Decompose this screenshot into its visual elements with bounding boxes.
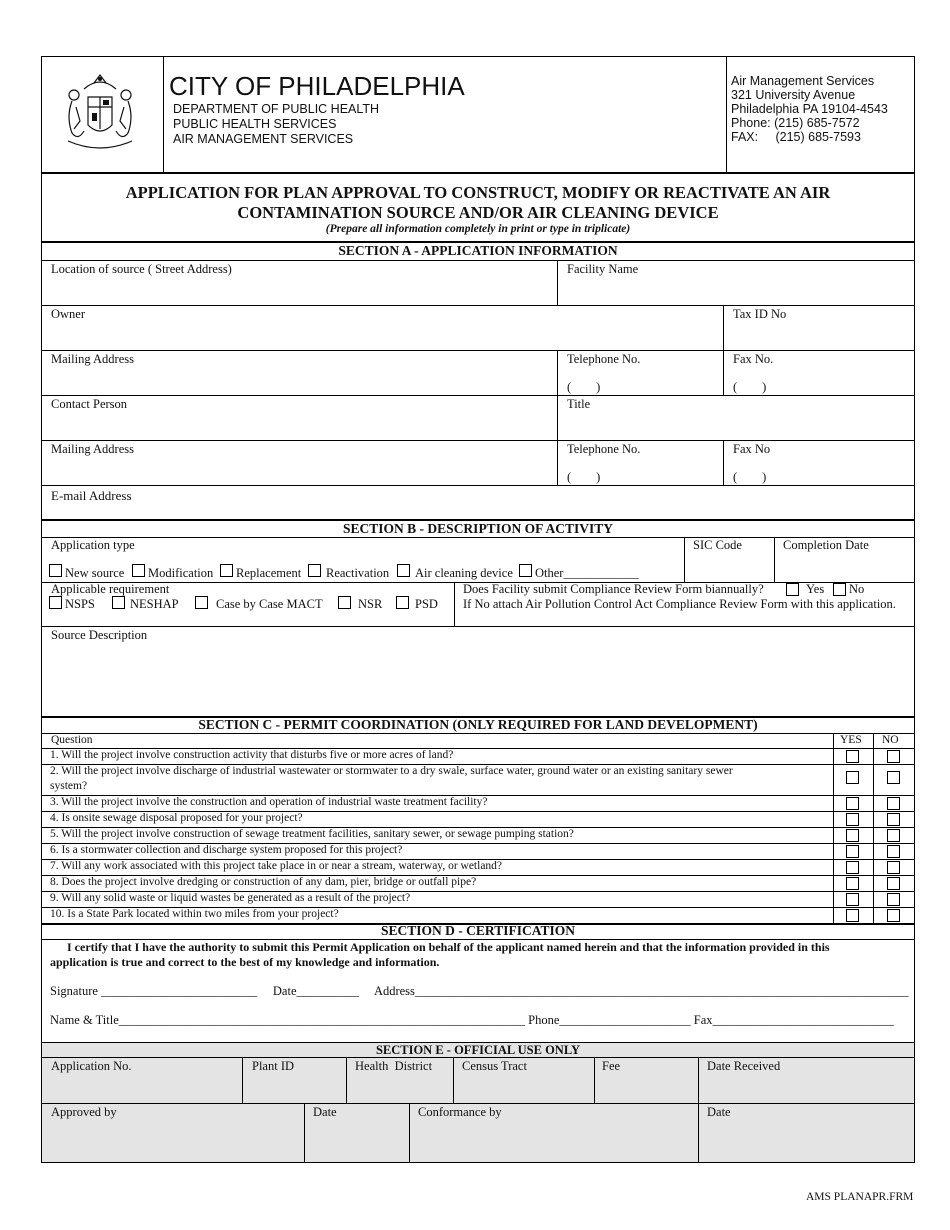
contact-person-label: Contact Person xyxy=(51,397,128,411)
email-label: E-mail Address xyxy=(51,488,132,503)
q4-yes-checkbox[interactable] xyxy=(846,813,859,826)
completion-date-label: Completion Date xyxy=(783,538,869,552)
area-code: ( ) xyxy=(733,470,767,484)
header-divider xyxy=(163,57,164,173)
other-label: Other____________ xyxy=(535,566,639,580)
section-e-heading: SECTION E - OFFICIAL USE ONLY xyxy=(375,1043,581,1057)
contact-line: Air Management Services xyxy=(731,74,875,88)
divider xyxy=(42,733,914,734)
location-input[interactable] xyxy=(48,279,553,303)
contact-person-input[interactable] xyxy=(48,414,553,438)
city-seal xyxy=(54,71,146,157)
application-no-label: Application No. xyxy=(51,1059,132,1073)
divider xyxy=(42,350,914,351)
q10-no-checkbox[interactable] xyxy=(887,909,900,922)
contact-line: Philadelphia PA 19104-4543 xyxy=(731,102,888,116)
section-b-heading: SECTION B - DESCRIPTION OF ACTIVITY xyxy=(343,521,613,536)
nsr-label: NSR xyxy=(358,597,383,611)
divider xyxy=(698,1057,699,1163)
contact-line: 321 University Avenue xyxy=(731,88,856,102)
divider xyxy=(723,440,724,485)
compliance-question: Does Facility submit Compliance Review Form biannually? xyxy=(463,582,764,596)
tax-id-label: Tax ID No xyxy=(733,307,787,321)
q1-yes-checkbox[interactable] xyxy=(846,750,859,763)
divider xyxy=(684,537,685,582)
q7-yes-checkbox[interactable] xyxy=(846,861,859,874)
question-header: Question xyxy=(51,734,93,746)
replacement-checkbox[interactable] xyxy=(220,564,233,577)
owner-label: Owner xyxy=(51,307,86,321)
q9-yes-checkbox[interactable] xyxy=(846,893,859,906)
divider xyxy=(557,350,558,395)
section-d-heading: SECTION D - CERTIFICATION xyxy=(381,923,575,938)
question-10: 10. Is a State Park located within two miles from your project? xyxy=(50,908,339,920)
divider xyxy=(873,733,874,923)
divider xyxy=(42,1103,914,1104)
section-c-heading: SECTION C - PERMIT COORDINATION (ONLY REQUIRED FOR LAND DEVELOPMENT) xyxy=(198,717,758,732)
conformance-by-label: Conformance by xyxy=(418,1105,502,1119)
modification-checkbox[interactable] xyxy=(132,564,145,577)
q6-no-checkbox[interactable] xyxy=(887,845,900,858)
plant-id-label: Plant ID xyxy=(252,1059,295,1073)
question-1: 1. Will the project involve construction activity that disturbs five or more acres of land? xyxy=(50,749,454,761)
compliance-no-checkbox[interactable] xyxy=(833,583,846,596)
mailing-address-label: Mailing Address xyxy=(51,352,134,366)
nsr-checkbox[interactable] xyxy=(338,596,351,609)
divider xyxy=(557,260,558,305)
q8-no-checkbox[interactable] xyxy=(887,877,900,890)
approved-by-label: Approved by xyxy=(51,1105,117,1119)
telephone-label-2: Telephone No. xyxy=(567,442,641,456)
nsps-checkbox[interactable] xyxy=(49,596,62,609)
application-form xyxy=(41,56,915,1163)
q10-yes-checkbox[interactable] xyxy=(846,909,859,922)
question-8: 8. Does the project involve dredging or construction of any dam, pier, bridge or outfall pipe? xyxy=(50,876,477,888)
divider xyxy=(557,440,558,485)
sic-code-input[interactable] xyxy=(693,554,769,580)
address-input[interactable] xyxy=(420,981,876,999)
compliance-no-label: No xyxy=(849,582,865,596)
owner-input[interactable] xyxy=(48,324,718,348)
divider xyxy=(42,305,914,306)
divider xyxy=(453,1057,454,1103)
telephone-input-2[interactable] xyxy=(602,469,718,483)
new-source-checkbox[interactable] xyxy=(49,564,62,577)
date-input[interactable] xyxy=(304,981,362,999)
divider xyxy=(594,1057,595,1103)
new-source-label: New source xyxy=(65,566,125,580)
case-by-case-mact-checkbox[interactable] xyxy=(195,596,208,609)
divider xyxy=(42,485,914,486)
date-received-label: Date Received xyxy=(707,1059,781,1073)
divider xyxy=(723,305,724,350)
divider xyxy=(42,260,914,261)
form-title-line-1: APPLICATION FOR PLAN APPROVAL TO CONSTRUCT, MODIFY OR REACTIVATE AN AIR xyxy=(125,183,831,202)
divider xyxy=(409,1103,410,1163)
psd-label: PSD xyxy=(415,597,438,611)
city-name: CITY OF PHILADELPHIA xyxy=(169,71,465,101)
dept-line: PUBLIC HEALTH SERVICES xyxy=(173,117,337,131)
mailing-address-input-2[interactable] xyxy=(48,459,553,483)
divider xyxy=(304,1103,305,1163)
divider xyxy=(833,733,834,923)
divider xyxy=(42,395,914,396)
source-description-input[interactable] xyxy=(48,645,910,713)
q7-no-checkbox[interactable] xyxy=(887,861,900,874)
air-cleaning-device-label: Air cleaning device xyxy=(415,566,513,580)
sic-code-label: SIC Code xyxy=(693,538,742,552)
fee-label: Fee xyxy=(602,1059,621,1073)
health-district-label: Health District xyxy=(355,1059,433,1073)
q2-no-checkbox[interactable] xyxy=(887,771,900,784)
question-7: 7. Will any work associated with this project take place in or near a stream, waterway, or wetland? xyxy=(50,860,503,872)
contact-line: Phone: (215) 685-7572 xyxy=(731,116,860,130)
section-a-heading: SECTION A - APPLICATION INFORMATION xyxy=(338,243,618,258)
divider xyxy=(242,1057,243,1103)
area-code: ( ) xyxy=(567,470,601,484)
conformance-date-label: Date xyxy=(707,1105,731,1119)
q5-no-checkbox[interactable] xyxy=(887,829,900,842)
divider xyxy=(42,172,914,174)
divider xyxy=(42,440,914,441)
question-2-cont: system? xyxy=(50,780,88,792)
q3-yes-checkbox[interactable] xyxy=(846,797,859,810)
divider xyxy=(42,1057,914,1058)
divider xyxy=(346,1057,347,1103)
neshap-label: NESHAP xyxy=(130,597,179,611)
telephone-input[interactable] xyxy=(602,379,718,393)
case-by-case-mact-label: Case by Case MACT xyxy=(216,597,323,611)
contact-title-input[interactable] xyxy=(562,414,910,438)
divider xyxy=(723,350,724,395)
divider xyxy=(557,395,558,440)
mailing-address-label-2: Mailing Address xyxy=(51,442,134,456)
question-3: 3. Will the project involve the construction and operation of industrial waste treatment facility? xyxy=(50,796,488,808)
certification-statement-cont: application is true and correct to the best of my knowledge and information. xyxy=(50,955,440,969)
reactivation-label: Reactivation xyxy=(326,566,390,580)
census-tract-label: Census Tract xyxy=(462,1059,527,1073)
source-description-label: Source Description xyxy=(51,628,148,642)
phone-input[interactable] xyxy=(554,1010,682,1028)
divider xyxy=(454,582,455,626)
psd-checkbox[interactable] xyxy=(396,596,409,609)
nsps-label: NSPS xyxy=(65,597,95,611)
q5-yes-checkbox[interactable] xyxy=(846,829,859,842)
fax-cert-input[interactable] xyxy=(706,1010,880,1028)
dept-line: DEPARTMENT OF PUBLIC HEALTH xyxy=(173,102,380,116)
reactivation-checkbox[interactable] xyxy=(308,564,321,577)
application-type-label: Application type xyxy=(51,538,135,552)
compliance-note: If No attach Air Pollution Control Act Compliance Review Form with this application. xyxy=(463,597,896,611)
signature-input[interactable] xyxy=(104,981,256,999)
contact-line: FAX: (215) 685-7593 xyxy=(731,130,861,144)
other-checkbox[interactable] xyxy=(519,564,532,577)
q6-yes-checkbox[interactable] xyxy=(846,845,859,858)
question-5: 5. Will the project involve construction of sewage treatment facilities, sanitary sewer, or sewage pumping station? xyxy=(50,828,574,840)
fax-label: Fax No. xyxy=(733,352,774,366)
fax-input[interactable] xyxy=(772,379,910,393)
form-title-note: (Prepare all information completely in print or type in triplicate) xyxy=(325,223,631,235)
question-4: 4. Is onsite sewage disposal proposed for your project? xyxy=(50,812,303,824)
replacement-label: Replacement xyxy=(236,566,302,580)
q8-yes-checkbox[interactable] xyxy=(846,877,859,890)
completion-date-input[interactable] xyxy=(783,554,910,580)
question-6: 6. Is a stormwater collection and discharge system proposed for this project? xyxy=(50,844,403,856)
facility-name-input[interactable] xyxy=(562,279,910,303)
fax-label-2: Fax No xyxy=(733,442,771,456)
compliance-yes-checkbox[interactable] xyxy=(786,583,799,596)
question-9: 9. Will any solid waste or liquid wastes be generated as a result of the project? xyxy=(50,892,411,904)
divider xyxy=(42,626,914,627)
divider xyxy=(774,537,775,582)
applicable-requirement-label: Applicable requirement xyxy=(51,582,170,596)
approved-date-label: Date xyxy=(313,1105,337,1119)
area-code: ( ) xyxy=(567,380,601,394)
air-cleaning-device-checkbox[interactable] xyxy=(397,564,410,577)
no-header: NO xyxy=(882,734,899,746)
form-title-line-2: CONTAMINATION SOURCE AND/OR AIR CLEANING DEVICE xyxy=(237,203,719,222)
yes-header: YES xyxy=(840,734,862,746)
header-divider xyxy=(726,57,727,173)
compliance-yes-label: Yes xyxy=(806,582,825,596)
area-code: ( ) xyxy=(733,380,767,394)
mailing-address-input[interactable] xyxy=(48,369,553,393)
neshap-checkbox[interactable] xyxy=(112,596,125,609)
certification-statement: I certify that I have the authority to submit this Permit Application on behalf of the applicant named herein and that the information provided in this xyxy=(67,940,830,954)
dept-line: AIR MANAGEMENT SERVICES xyxy=(173,132,354,146)
location-label: Location of source ( Street Address) xyxy=(51,262,232,276)
name-title-input[interactable] xyxy=(120,1010,516,1028)
q3-no-checkbox[interactable] xyxy=(887,797,900,810)
name-title-line: Name & Title_________________________________________________________________ Phone_____________________ Fax_____________________________ xyxy=(50,1013,894,1027)
facility-name-label: Facility Name xyxy=(567,262,639,276)
q9-no-checkbox[interactable] xyxy=(887,893,900,906)
q1-no-checkbox[interactable] xyxy=(887,750,900,763)
question-2: 2. Will the project involve discharge of industrial wastewater or stormwater to a dry swale, surface water, ground water or an existing sanitary sewer xyxy=(50,765,733,777)
q4-no-checkbox[interactable] xyxy=(887,813,900,826)
title-label: Title xyxy=(567,397,591,411)
telephone-label: Telephone No. xyxy=(567,352,641,366)
form-id: AMS PLANAPR.FRM xyxy=(806,1191,914,1203)
fax-input-2[interactable] xyxy=(772,469,910,483)
email-input[interactable] xyxy=(162,487,910,517)
q2-yes-checkbox[interactable] xyxy=(846,771,859,784)
modification-label: Modification xyxy=(148,566,214,580)
signature-line: Signature _________________________ Date__________ Address_______________________________________________________________________________ xyxy=(50,984,909,998)
tax-id-input[interactable] xyxy=(728,324,910,348)
